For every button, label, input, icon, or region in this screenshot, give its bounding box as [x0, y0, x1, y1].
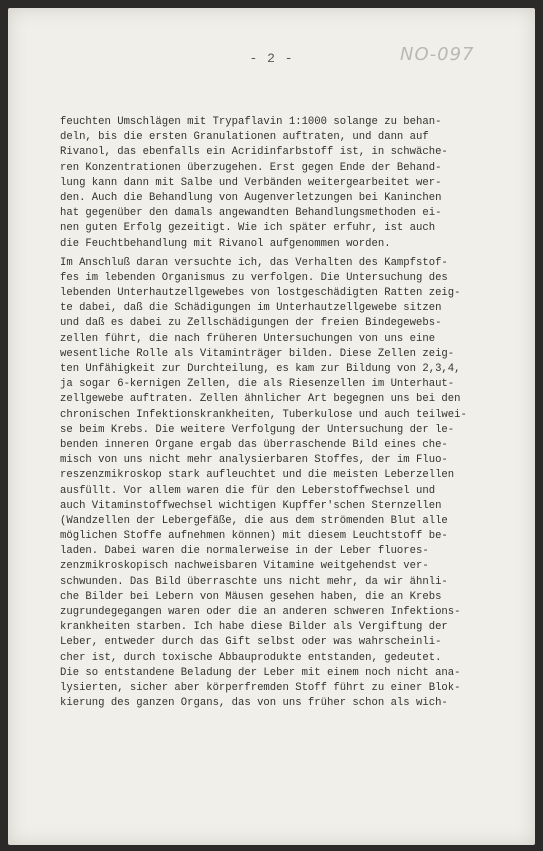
text-line: und daß es dabei zu Zellschädigungen der freien Bindegewebs-: [60, 317, 442, 330]
text-line: nen guten Erfolg gezeitigt. Wie ich später erfuhr, ist auch: [60, 222, 436, 235]
text-line: misch von uns nicht mehr analysierbaren Stoffes, der im Fluo-: [60, 454, 448, 467]
text-line: die Feuchtbehandlung mit Rivanol aufgenommen worden.: [60, 237, 391, 250]
text-line: deln, bis die ersten Granulationen auftraten, und dann auf: [60, 131, 429, 144]
text-line: lebenden Unterhautzellgewebes von lostgeschädigten Ratten zeig-: [60, 287, 461, 300]
text-line: reszenzmikroskop stark aufleuchtet und die meisten Leberzellen: [60, 469, 455, 482]
text-line: che Bilder bei Lebern von Mäusen gesehen haben, die an Krebs: [60, 590, 442, 603]
text-line: Leber, entweder durch das Gift selbst oder was wahrscheinli-: [60, 636, 442, 649]
text-line: wesentliche Rolle als Vitaminträger bilden. Diese Zellen zeig-: [60, 347, 455, 360]
text-line: ren Konzentrationen überzugehen. Erst gegen Ende der Behand-: [60, 161, 442, 174]
text-line: se beim Krebs. Die weitere Verfolgung der Untersuchung der le-: [60, 423, 455, 436]
text-line: benden inneren Organe ergab das überraschende Bild eines che-: [60, 438, 448, 451]
paragraph: [60, 256, 530, 712]
text-line: Rivanol, das ebenfalls ein Acridinfarbstoff ist, in schwäche-: [60, 146, 448, 159]
paragraph: [60, 115, 530, 252]
text-line: (Wandzellen der Lebergefäße, die aus dem strömenden Blut alle: [60, 514, 448, 527]
text-line: Die so entstandene Beladung der Leber mit einem noch nicht ana-: [60, 666, 461, 679]
text-line: chronischen Infektionskrankheiten, Tuberkulose und auch teilwei-: [60, 408, 467, 421]
page-number: - 2 -: [249, 51, 294, 66]
text-line: te dabei, daß die Schädigungen im Unterhautzellgewebe sitzen: [60, 302, 442, 315]
text-line: krankheiten starben. Ich habe diese Bilder als Vergiftung der: [60, 621, 448, 634]
body-text: [60, 115, 530, 711]
text-line: den. Auch die Behandlung von Augenverletzungen bei Kaninchen: [60, 191, 442, 204]
archive-number-stamp: NO-097: [400, 44, 475, 65]
text-line: zellgewebe auftraten. Zellen ähnlicher Art begegnen uns bei den: [60, 393, 461, 406]
text-line: ten Unfähigkeit zur Durchteilung, es kam zur Bildung von 2,3,4,: [60, 363, 461, 375]
text-line: fes im lebenden Organismus zu verfolgen. Die Untersuchung des: [60, 271, 448, 284]
text-line: lung kann dann mit Salbe und Verbänden weitergearbeitet wer-: [60, 176, 442, 189]
text-line: ausfüllt. Vor allem waren die für den Leberstoffwechsel und: [60, 484, 436, 497]
text-line: kierung des ganzen Organs, das von uns früher schon als wich-: [60, 697, 448, 710]
text-line: Im Anschluß daran versuchte ich, das Verhalten des Kampfstof-: [60, 256, 448, 269]
text-line: lysierten, sicher aber körperfremden Stoff führt zu einer Blok-: [60, 681, 461, 694]
text-line: ja sogar 6-kernigen Zellen, die als Riesenzellen im Unterhaut-: [60, 378, 455, 391]
text-line: auch Vitaminstoffwechsel wichtigen Kupffer'schen Sternzellen: [60, 499, 442, 512]
text-line: zellen führt, die nach früheren Untersuchungen von uns eine: [60, 332, 436, 345]
text-line: zenzmikroskopisch nachweisbaren Vitamine weitgehendst ver-: [60, 560, 429, 573]
text-line: feuchten Umschlägen mit Trypaflavin 1:1000 solange zu behan-: [60, 116, 442, 128]
text-line: zugrundegegangen waren oder die an anderen schweren Infektions-: [60, 606, 461, 618]
text-line: cher ist, durch toxische Abbauprodukte entstanden, gedeutet.: [60, 651, 442, 664]
text-line: schwunden. Das Bild überraschte uns nicht mehr, da wir ähnli-: [60, 575, 448, 588]
text-line: hat gegenüber den damals angewandten Behandlungsmethoden ei-: [60, 207, 442, 220]
text-line: laden. Dabei waren die normalerweise in der Leber fluores-: [60, 545, 429, 558]
text-line: möglichen Stoffe aufnehmen können) mit diesem Leuchtstoff be-: [60, 530, 448, 543]
document-page: [8, 8, 535, 845]
